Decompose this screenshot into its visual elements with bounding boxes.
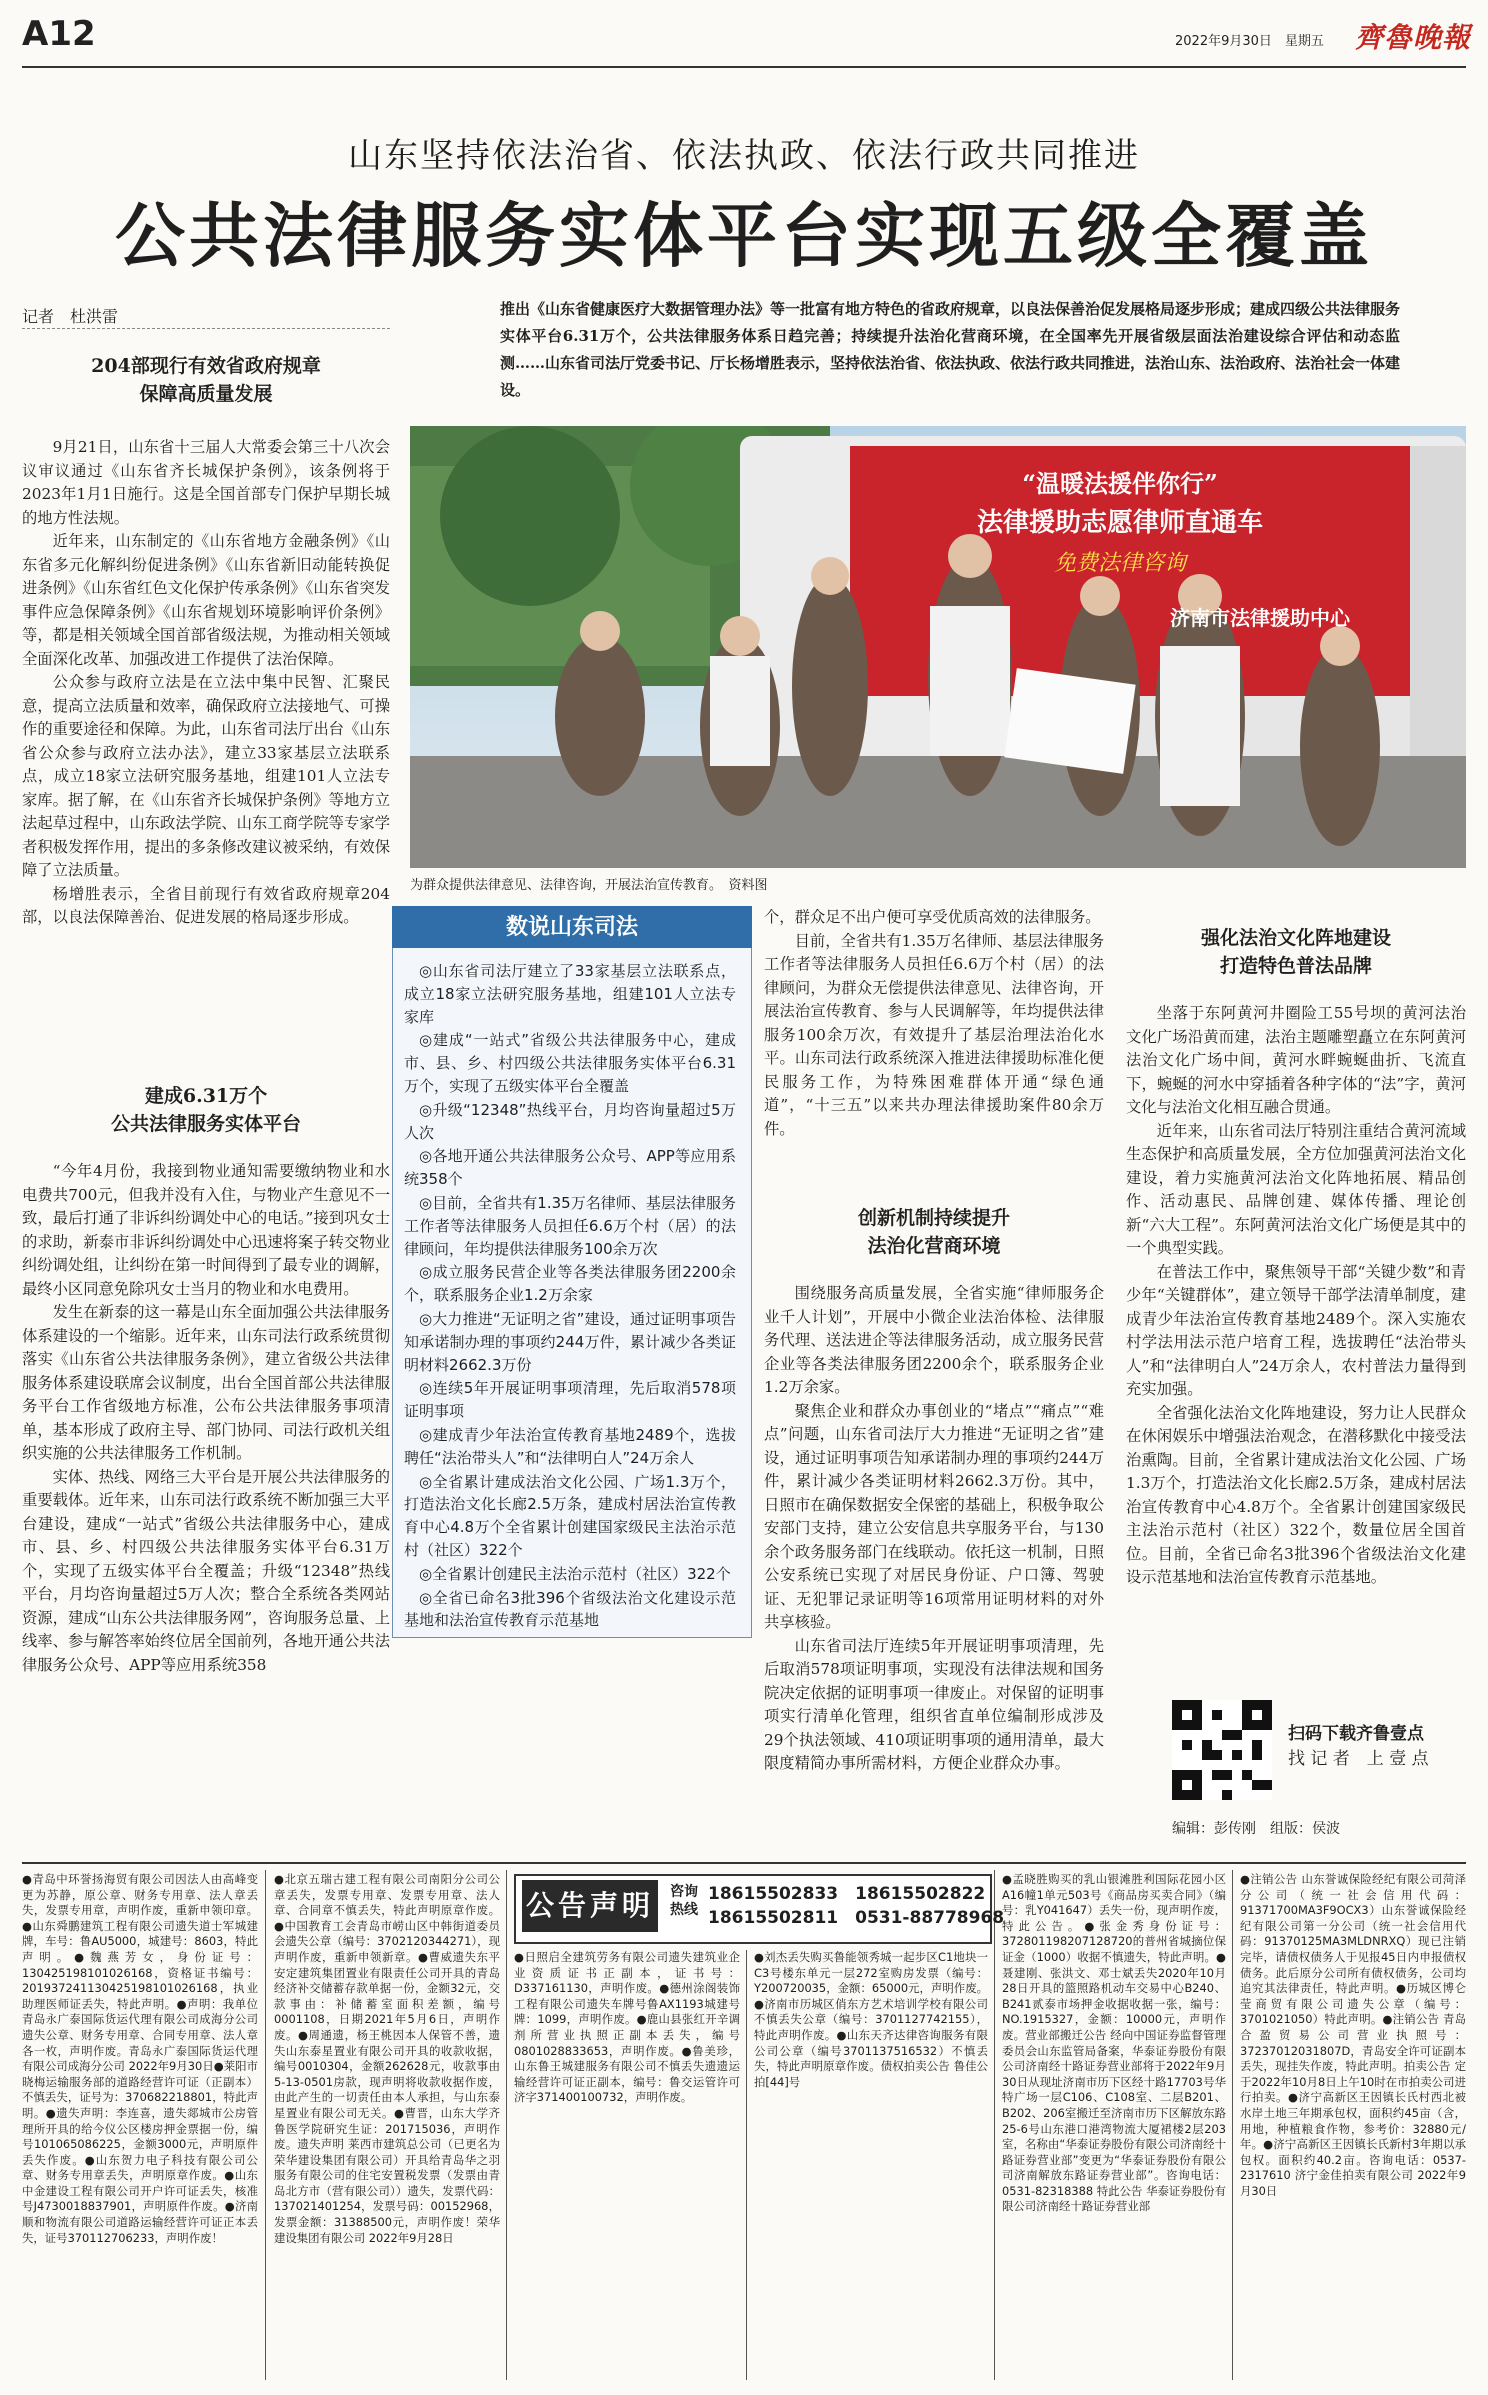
- subheading-line: 204部现行有效省政府规章: [91, 355, 321, 377]
- data-box-item: ◎升级“12348”热线平台，月均咨询量超过5万人次: [404, 1100, 736, 1142]
- col1-body-1: [22, 436, 390, 1086]
- article-lead: 推出《山东省健康医疗大数据管理办法》等一批富有地方特色的省政府规章，以良法保善治促发展格局逐步形成；建成四级公共法律服务实体平台6.31万个，公共法律服务体系日趋完善；持续提升法治化营商环境，在全国率先开展省级层面法治建设综合评估和动态监测……山东省司法厅党委书记、厅长杨增胜表示，坚持依法治省、依法执政、依法行政共同推进，法治山东、法治政府、法治社会一体建设。: [500, 300, 1401, 399]
- data-box-item: ◎建成青少年法治宣传教育基地2489个，选拔聘任“法治带头人”和“法律明白人”24万余人: [404, 1425, 736, 1467]
- news-photo: [410, 426, 1466, 868]
- photo-banner-line: 法律援助志愿律师直通车: [976, 508, 1263, 538]
- data-box-body: [404, 960, 736, 1633]
- data-box-item: ◎成立服务民营企业等各类法律服务团2200余个，联系服务企业1.2万余家: [404, 1263, 736, 1305]
- ads-text: ●孟晓胜购买的乳山银滩胜利国际花园小区A16幢1单元503号《商品房买卖合同》（编号：乳Y041647）丢失一份，现声明作废，特此公告。●张金秀身份证号：372801198207128720的普州省城摘位保证金（1000）收据不慎遗失，特此声明。●聂建刚、张洪文、邓士斌丢失2020年10月28日开具的篮照路机动车交易中心B240、B241贰泰市场押金收据收据一张，编号：NO.1915327，金额：10000元，声明作废。营业部搬迁公告 经向中国证券监督管理委员会山东监管局备案，华泰证券股份有限公司济南经十路证券营业部将于2022年9月30日从现址济南市历下区经十路17703号华特广场一层C106、C108室、二层B201、B202、206室搬迁至济南市历下区解放东路25-6号山东港口港湾物流大厦裙楼2层203室，名称由“华泰证券股份有限公司济南经十路证券营业部”变更为“华泰证券股份有限公司济南解放东路证券营业部”。咨询电话：0531-82318388 特此公告 华泰证券股份有限公司济南经十路证券营业部: [1002, 1872, 1226, 2214]
- ads-column-3: [514, 1950, 740, 2380]
- column-divider: [506, 1870, 507, 2380]
- subheading-line: 打造特色普法品牌: [1219, 955, 1372, 977]
- header-rule: [22, 66, 1466, 68]
- qr-caption-line: 找 记 者 上 壹 点: [1288, 1749, 1429, 1769]
- qr-caption-line: 扫码下载齐鲁壹点: [1288, 1724, 1424, 1744]
- col3-subheading: [764, 1204, 1104, 1260]
- paragraph: 实体、热线、网络三大平台是开展公共法律服务的重要载体。近年来，山东司法行政系统不断加强三大平台建设，建成“一站式”省级公共法律服务中心，建成市、县、乡、村四级公共法律服务实体平台6.31万个，实现了五级实体平台全覆盖；升级“12348”热线平台，月均咨询量超过5万人次；整合全系统各类网站资源，建成“山东公共法律服务网”，咨询服务总量、上线率、参与解答率始终位居全国前列，各地开通公共法律服务公众号、APP等应用系统358: [22, 1467, 390, 1674]
- col3-body-1: [764, 906, 1104, 1170]
- paragraph: 发生在新泰的这一幕是山东全面加强公共法律服务体系建设的一个缩影。近年来，山东司法行政系统贯彻落实《山东省公共法律服务条例》，建立省级公共法律服务体系建设联席会议制度，出台全国首部公共法律服务平台工作省级地方标准，公布公共法律服务事项清单，基本形成了政府主导、部门协同、司法行政机关组织实施的公共法律服务工作机制。: [22, 1303, 390, 1462]
- paragraph: 9月21日，山东省十三届人大常委会第三十八次会议审议通过《山东省齐长城保护条例》，该条例将于2023年1月1日施行。这是全国首部专门保护早期长城的地方性法规。: [22, 438, 390, 527]
- photo-banner-line: “温暖法援伴你行”: [1022, 469, 1218, 498]
- col1-subheading-1: [22, 352, 390, 408]
- paragraph: 近年来，山东省司法厅特别注重结合黄河流域生态保护和高质量发展，全方位加强黄河法治文化建设，着力实施黄河法治文化阵地拓展、精品创作、活动惠民、品牌创建、媒体传播、理论创新“六大工程”。东阿黄河法治文化广场便是其中的一个典型实践。: [1126, 1121, 1466, 1257]
- col3-body-2: [764, 1282, 1104, 1850]
- ads-text: ●青岛中环誉扬海贸有限公司因法人由高峰变更为苏静，原公章、财务专用章、法人章丢失，发票专用章，声明作废，重新申领印章。●山东舜鹏建筑工程有限公司遗失道士军城建牌，车号：鲁AU5000，城建号：8603，特此声明。●魏燕芳女，身份证号：130425198101026168，资格证书编号：201937241130425198101026168，执业助理医师证丢失，特此声明。●声明：我单位青岛永广泰国际货运代理有限公司成海分公司遗失公章、财务专用章、合同专用章、法人章各一枚，声明作废。青岛永广泰国际货运代理有限公司成海分公司 2022年9月30日●莱阳市晓梅运输服务部的道路经营许可证（正副本）不慎丢失，证号为：370682218801，特此声明。●遗失声明：李连喜，遗失郯城市公房管理所开具的给今仪公区楼房押金票据一份，编号1010650862​25，金额3000元，声明原件丢失作废。●山东贺力电子科技有限公司公章、财务专用章丢失，声明原章作废。●山东中金建设工程有限公司开户许可证丢失，核准号J4730018837901，声明原件作废。●济南顺和物流有限公司道路运输经营许可证正本丢失，证号370112706233，声明作废！: [22, 1872, 258, 2245]
- byline: 记者 杜洪雷: [22, 307, 119, 326]
- paragraph: 个，群众足不出户便可享受优质高效的法律服务。: [764, 908, 1101, 926]
- ads-text: ●北京五瑞古建工程有限公司南阳分公司公章丢失，发票专用章、发票专用章、法人章、合同章不慎丢失，特此声明原章作废。●中国教育工会青岛市崂山区中韩街道委员会遗失公章（编号：3702120344271），现声明作废，重新申领新章。●曹威遗失东平安定建筑集团置业有限责任公司开具的青岛经济补交储蓄存款单据一份，金额32元，交款事由：补储蓄室面积差额，编号0001108，日期2021年5月6日，声明作废。●周通遗，杨王桃因本人保管不善，遗失山东泰星置业有限公司开具的收款收据，编号0010304，金额262628元，收款事由5-13-0501房款，现声明将收款收据作废，由此产生的一切责任由本人承担，与山东泰星置业有限公司无关。●曹晋，山东大学齐鲁医学院研究生证：201715036，声明作废。遗失声明 莱西市建筑总公司（已更名为荣华建设集团有限公司）开具给青岛华之羽服务有限公司的住宅安置税发票（发票由青岛北方市（营有限公司））遗失，发票代码：137021401254，发票号码：00152968，发票金额：31388500元，声明作废！荣华建设集团有限公司 2022年9月28日: [274, 1872, 500, 2245]
- data-box-item: ◎连续5年开展证明事项清理，先后取消578项证明事项: [404, 1379, 736, 1421]
- col4-subheading: [1126, 924, 1466, 980]
- paragraph: 聚焦企业和群众办事创业的“堵点”“痛点”“难点”问题，山东省司法厅大力推进“无证明之省”建设，通过证明事项告知承诺制办理的事项约244万件，累计减少各类证明材料2662.3万份。其中，日照市在确保数据安全保密的基础上，积极争取公安部门支持，建立公安信息共享服务平台，与130余个政务服务部门在线联动。依托这一机制，日照公安系统已实现了对居民身份证、户口簿、驾驶证、无犯罪记录证明等16项常用证明材料的对外共享核验。: [764, 1401, 1104, 1631]
- column-divider: [746, 1950, 747, 2380]
- ads-rule: [22, 1862, 1466, 1864]
- data-box-item: ◎全省累计建成法治文化公园、广场1.3万个，打造法治文化长廊2.5万条，建成村居法治宣传教育中心4.8万个全省累计创建国家级民主法治示范村（社区）322个: [404, 1472, 736, 1559]
- paragraph: 坐落于东阿黄河井圈险工55号坝的黄河法治文化广场沿黄而建，法治主题雕塑矗立在东阿黄河法治文化广场中间，黄河水畔蜿蜒曲折、飞流直下，蜿蜒的河水中穿插着各种字体的“法”字，黄河文化与法治文化相互融合贯通。: [1126, 1004, 1466, 1116]
- data-box-title: 数说山东司法: [392, 906, 752, 948]
- col4-body: [1126, 1002, 1466, 1688]
- article-headline: 公共法律服务实体平台实现五级全覆盖: [115, 194, 1373, 277]
- column-divider: [1232, 1870, 1233, 2380]
- paragraph: 全省强化法治文化阵地建设，努力让人民群众在休闲娱乐中增强法治观念，在潜移默化中接受法治熏陶。目前，全省累计建成法治文化公园、广场1.3万个，打造法治文化长廊2.5万条，建成村居法治宣传教育中心4.8万个。全省累计创建国家级民主法治示范村（社区）322个，数量位居全国首位。目前，全省已命名3批396个省级法治文化建设示范基地和法治宣传教育示范基地。: [1126, 1403, 1466, 1586]
- col1-subheading-2: [22, 1082, 390, 1138]
- newspaper-logo: 齊魯晚報: [1355, 21, 1472, 54]
- ads-text: ●刘杰丢失购买鲁能领秀城一起步区C1地块一C3号楼东单元一层272室购房发票（编号：Y200720035，金额：65000元，声明作废。●济南市历城区俏东方艺术培训学校有限公司不慎丢失公章（编号：3701127742155），特此声明作废。●山东天齐达律咨询服务有限公司公章（编号3701137516532）不慎丢失，特此声明原章作废。债权拍卖公告 鲁佳公拍[44]号: [754, 1950, 988, 2089]
- paragraph: 近年来，山东制定的《山东省地方金融条例》《山东省多元化解纠纷促进条例》《山东省新旧动能转换促进条例》《山东省红色文化保护传承条例》《山东省突发事件应急保障条例》《山东省规划环境影响评价条例》等，都是相关领域全国首部省级法规，为推动相关领域全面深化改革、加强改进工作提供了法治保障。: [22, 532, 390, 668]
- ads-text: ●注销公告 山东誉诚保险经纪有限公司菏泽分公司（统一社会信用代码：91371700MA3F9OCX3）山东誉诚保险经纪有限公司第一分公司（统一社会信用代码：91370125MA3MLDNRXQ）现已注销完毕，请债权债务人于见报45日内申报债权债务。此后原分公司所有债权债务，公司均追究其法律责任，特此声明。●历城区博仑莹商贸有限公司遗失公章（编号：3701021050）特此声明。●注销公告 青岛合盈贸易公司营业执照号：37237012031807D，青岛安全许可证副本丢失，现挂失作废，特此声明。拍卖公告 定于2022年10月8日上午10时在市拍卖公司进行拍卖。●济宁高新区王因镇长氏村西北被水岸土地三年期承包权，面积约45亩（含，用地，种植粮食作物，参考价：32880元/年。●济宁高新区王因镇长氏新村3年期以承包权。面积约40.2亩。咨询电话：0537-2317610 济宁金佳拍卖有限公司 2022年9月30日: [1240, 1872, 1466, 2198]
- data-box-item: ◎目前，全省共有1.35万名律师、基层法律服务工作者等法律服务人员担任6.6万个村（居）的法律顾问，年均提供法律服务100余万次: [404, 1193, 736, 1258]
- issue-date: 2022年9月30日 星期五: [1175, 34, 1324, 49]
- editor-credit: 编辑：彭传刚 组版：侯波: [1172, 1821, 1340, 1837]
- subheading-line: 公共法律服务实体平台: [110, 1113, 301, 1135]
- data-box-item: ◎各地开通公共法律服务公众号、APP等应用系统358个: [404, 1147, 736, 1189]
- qr-code-icon: [1172, 1700, 1272, 1800]
- subheading-line: 保障高质量发展: [139, 383, 273, 405]
- data-box-item: ◎建成“一站式”省级公共法律服务中心，建成市、县、乡、村四级公共法律服务实体平台6.31万个，实现了五级实体平台全覆盖: [404, 1031, 736, 1095]
- hotline-line: 18615502811 0531-88778968: [708, 1908, 1005, 1928]
- photo-banner-line: 免费法律咨询: [1053, 551, 1186, 576]
- notice-hotline-numbers: [708, 1882, 1004, 1930]
- ads-column-6: [1240, 1872, 1466, 2380]
- page-number: A12: [22, 14, 96, 54]
- col1-body-2: [22, 1160, 390, 1850]
- ads-column-2: [274, 1872, 500, 2380]
- data-box-item: ◎山东省司法厅建立了33家基层立法联系点，成立18家立法研究服务基地，组建101人立法专家库: [404, 962, 736, 1026]
- qr-caption: [1288, 1722, 1429, 1772]
- subheading-line: 创新机制持续提升: [857, 1207, 1010, 1229]
- article-kicker: 山东坚持依法治省、依法执政、依法行政共同推进: [348, 136, 1140, 176]
- subheading-line: 法治化营商环境: [867, 1235, 1001, 1257]
- paragraph: 目前，全省共有1.35万名律师、基层法律服务工作者等法律服务人员担任6.6万个村（居）的法律顾问，为群众无偿提供法律意见、法律咨询，开展法治宣传教育、参与人民调解等，年均提供法律服务100余万次，有效提升了基层治理法治化水平。山东司法行政系统深入推进法律援助标准化便民服务工作，为特殊困难群体开通“绿色通道”，“十三五”以来共办理法律援助案件80余万件。: [764, 931, 1104, 1138]
- column-divider: [265, 1870, 266, 2380]
- ads-column-5: [1002, 1872, 1226, 2380]
- subheading-line: 强化法治文化阵地建设: [1200, 927, 1391, 949]
- data-box-item: ◎全省累计创建民主法治示范村（社区）322个: [419, 1564, 731, 1583]
- paragraph: 公众参与政府立法是在立法中集中民智、汇聚民意，提高立法质量和效率，确保政府立法接地气、可操作的重要途径和保障。为此，山东省司法厅出台《山东省公众参与政府立法办法》，建立33家基层立法联系点，成立18家立法研究服务基地，组建101人立法专家库。据了解，在《山东省齐长城保护条例》等地方立法起草过程中，山东政法学院、山东工商学院等专家学者积极发挥作用，提出的多条修改建议被采纳，有效保障了立法质量。: [22, 673, 390, 879]
- paragraph: 在普法工作中，聚焦领导干部“关键少数”和青少年“关键群体”，建立领导干部学法清单制度，建成青少年法治宣传教育基地2489个。深入实施农村学法用法示范户培育工程，选拔聘任“法治带头人”和“法律明白人”24万余人，农村普法力量得到充实加强。: [1126, 1262, 1466, 1398]
- paragraph: 山东省司法厅连续5年开展证明事项清理，先后取消578项证明事项，实现没有法律法规和国务院决定依据的证明事项一律废止。对保留的证明事项实行清单化管理，组织省直单位编制形成涉及29个执法领域、410项证明事项的通用清单，最大限度精简办事所需材料，方便企业群众办事。: [764, 1636, 1104, 1772]
- ads-column-1: [22, 1872, 258, 2380]
- ads-column-4: [754, 1950, 988, 2380]
- notice-hotline-label: 咨询热线: [670, 1884, 698, 1918]
- qr-code[interactable]: [1172, 1700, 1272, 1800]
- photo-banner-line: 济南市法律援助中心: [1170, 606, 1350, 630]
- notice-banner-title: 公告声明: [522, 1880, 658, 1932]
- paragraph: 杨增胜表示，全省目前现行有效省政府规章204部，以良法保障善治、促进发展的格局逐步形成。: [22, 884, 390, 926]
- column-divider: [994, 1870, 995, 2380]
- ads-text: ●日照启全建筑劳务有限公司遗失建筑业企业资质证书正副本，证书号：D337161130，声明作废。●德州涂阁装饰工程有限公司遗失车牌号鲁AX1193城建号牌：1099，声明作废。●鹿山县张红开辛调剂所营业执照正副本丢失，编号0801028833653，声明作废。●鲁美珍，山东鲁王城建服务有限公司不慎丢失遗遗运输经营许可证正副本，编号：鲁交运管许可济字371400100732，声明作废。: [514, 1950, 740, 2105]
- photo-caption: 为群众提供法律意见、法律咨询，开展法治宣传教育。 资料图: [410, 878, 768, 893]
- paragraph: 围绕服务高质量发展，全省实施“律师服务企业千人计划”，开展中小微企业法治体检、法律服务代理、送法进企等法律服务活动，成立服务民营企业等各类法律服务团2200余个，联系服务企业1.2万余家。: [764, 1284, 1104, 1396]
- hotline-line: 18615502833 18615502822: [708, 1884, 986, 1904]
- data-box-item: ◎全省已命名3批396个省级法治文化建设示范基地和法治宣传教育示范基地: [404, 1588, 736, 1630]
- byline-rule: [22, 328, 390, 330]
- data-box-item: ◎大力推进“无证明之省”建设，通过证明事项告知承诺制办理的事项约244万件，累计减少各类证明材料2662.3万份: [404, 1309, 736, 1374]
- paragraph: “今年4月份，我接到物业通知需要缴纳物业和水电费共700元，但我并没有入住，与物业产生意见不一致，最后打通了非诉纠纷调处中心的电话。”接到巩女士的求助，新泰市非诉纠纷调处中心迅速将案子转交物业纠纷调处组，让纠纷在第一时间得到了最专业的调解，最终小区同意免除巩女士当月的物业和水电费用。: [22, 1162, 390, 1298]
- subheading-line: 建成6.31万个: [144, 1085, 268, 1107]
